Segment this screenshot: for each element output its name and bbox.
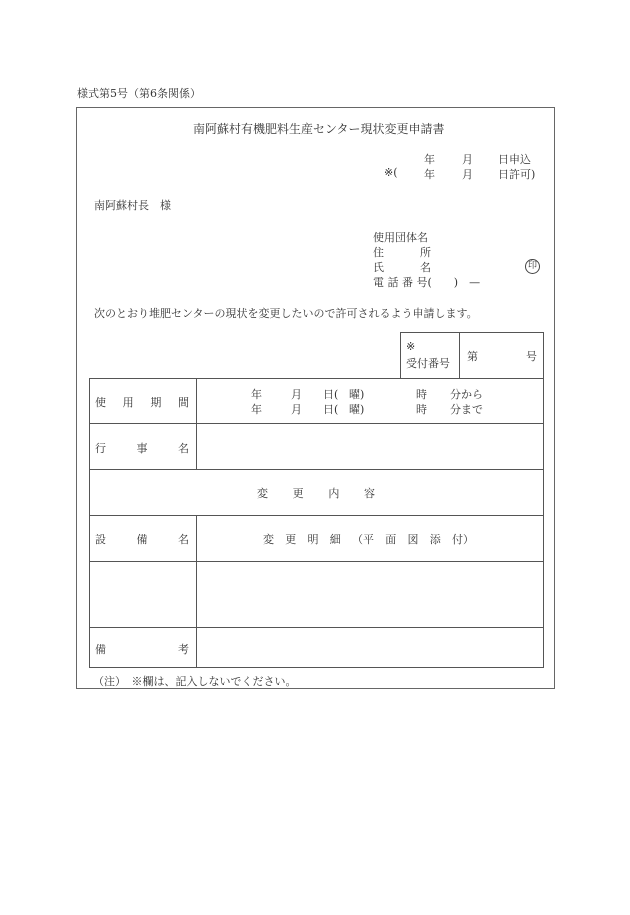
seal-icon: 印 xyxy=(525,259,540,274)
weekday-label: 曜) xyxy=(349,388,365,401)
year-label: 年 xyxy=(251,388,262,401)
phone-label: 電 話 番 号( ) — xyxy=(373,276,481,289)
address-label-1: 住 xyxy=(373,246,384,259)
row-divider xyxy=(89,469,544,470)
remarks-field[interactable] xyxy=(197,628,543,667)
reception-number-label: 受付番号 xyxy=(406,357,450,370)
facility-name-field[interactable] xyxy=(90,562,196,627)
table-right-border xyxy=(543,378,544,668)
reception-left-border xyxy=(400,332,401,379)
event-name-field[interactable] xyxy=(197,424,543,469)
note-mark: ※( xyxy=(384,166,398,179)
addressee: 南阿蘇村長 様 xyxy=(94,199,171,212)
name-label-1: 氏 xyxy=(373,261,384,274)
minute-from-label: 分から xyxy=(450,388,483,401)
month-label: 月 xyxy=(291,388,302,401)
facility-name-label: 設 備 名 xyxy=(95,533,189,546)
date-permitted-row xyxy=(370,166,537,180)
form-number: 様式第5号（第6条関係） xyxy=(77,87,201,100)
change-detail-header: 変 更 明 細 （平 面 図 添 付） xyxy=(263,533,474,546)
reception-mark: ※ xyxy=(406,340,416,353)
year-label: 年 xyxy=(251,403,262,416)
change-detail-field[interactable] xyxy=(197,562,543,627)
row-divider xyxy=(89,515,544,516)
day-applied-label: 日申込 xyxy=(498,153,531,166)
day-permitted-label: 日許可) xyxy=(498,168,536,181)
reception-go: 号 xyxy=(526,350,537,363)
weekday-label: 曜) xyxy=(349,403,365,416)
period-to-row xyxy=(196,401,543,415)
reception-right-border xyxy=(543,332,544,379)
event-name-label: 行 事 名 xyxy=(95,442,189,455)
group-name-label: 使用団体名 xyxy=(373,231,428,244)
date-applied-row xyxy=(370,151,537,165)
reception-divider xyxy=(459,332,460,379)
reception-top-border xyxy=(400,332,544,333)
footnote: （注） ※欄は、記入しないでください。 xyxy=(93,675,297,688)
table-bottom-border xyxy=(89,667,544,668)
day-label: 日( xyxy=(323,388,339,401)
remarks-label: 備 考 xyxy=(95,643,189,656)
reception-dai: 第 xyxy=(467,350,478,363)
request-statement: 次のとおり堆肥センターの現状を変更したいので許可されるよう申請します。 xyxy=(94,307,478,320)
day-label: 日( xyxy=(323,403,339,416)
year-label: 年 xyxy=(424,168,435,181)
period-from-row xyxy=(196,386,543,400)
year-label: 年 xyxy=(424,153,435,166)
change-content-header: 変 更 内 容 xyxy=(257,487,375,500)
hour-label: 時 xyxy=(416,403,427,416)
form-title: 南阿蘇村有機肥料生産センター現状変更申請書 xyxy=(193,122,445,136)
month-label: 月 xyxy=(462,153,473,166)
period-label: 使 用 期 間 xyxy=(95,396,189,409)
address-label-2: 所 xyxy=(420,246,431,259)
month-label: 月 xyxy=(462,168,473,181)
hour-label: 時 xyxy=(416,388,427,401)
name-label-2: 名 xyxy=(420,261,431,274)
minute-to-label: 分まで xyxy=(450,403,483,416)
month-label: 月 xyxy=(291,403,302,416)
table-top-border xyxy=(89,378,544,379)
